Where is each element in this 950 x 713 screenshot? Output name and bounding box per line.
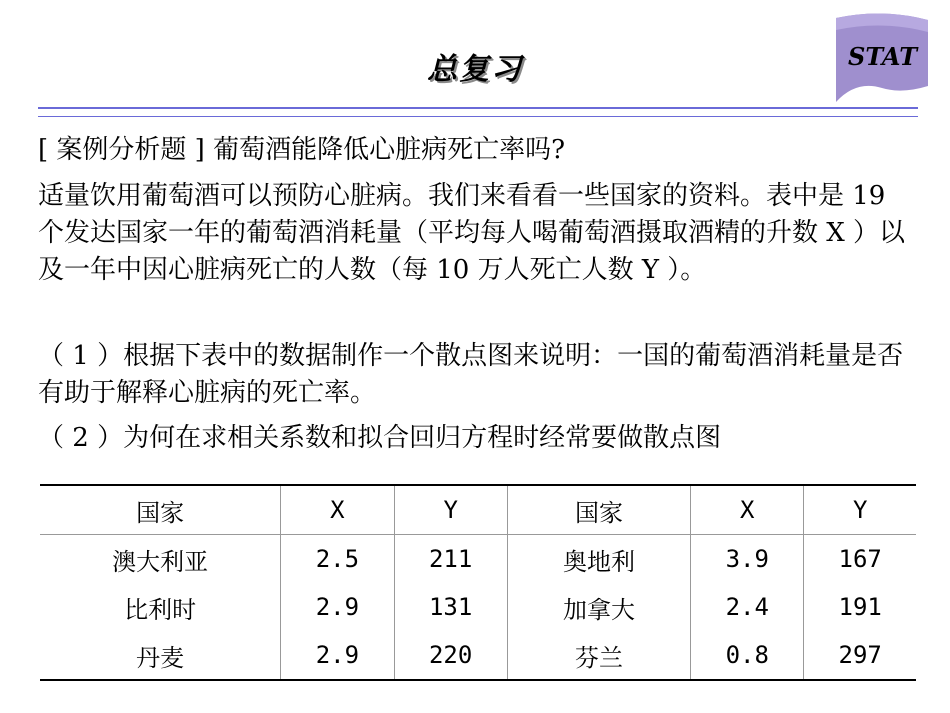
case-description: 适量饮用葡萄酒可以预防心脏病。我们来看看一些国家的资料。表中是 19 个发达国家一年的葡萄酒消耗量（平均每人喝葡萄酒摄取酒精的升数 X ）以及一年中因心脏病死亡的人数（每 10 万人死亡人数 Y ）。 bbox=[38, 181, 906, 285]
table-cell: 奥地利 bbox=[507, 535, 690, 584]
table-cell: 297 bbox=[804, 631, 916, 680]
table-cell: 丹麦 bbox=[40, 631, 281, 680]
page-title: 总复习 bbox=[427, 52, 523, 87]
table-row bbox=[40, 583, 916, 631]
table-cell: 澳大利亚 bbox=[40, 535, 281, 584]
table-cell: 3.9 bbox=[691, 535, 804, 584]
column-header-y: Y bbox=[394, 485, 507, 535]
header-rule-top bbox=[38, 107, 918, 109]
case-question: [ 案例分析题 ] 葡萄酒能降低心脏病死亡率吗? bbox=[38, 135, 566, 165]
column-header-country-2: 国家 bbox=[507, 485, 690, 535]
table-header-row bbox=[40, 485, 916, 535]
table-cell: 2.4 bbox=[691, 583, 804, 631]
table-row bbox=[40, 631, 916, 680]
wine-data-table bbox=[40, 484, 916, 681]
column-header-x-2: X bbox=[691, 485, 804, 535]
table-cell: 2.9 bbox=[281, 583, 394, 631]
table-cell: 0.8 bbox=[691, 631, 804, 680]
stat-badge: STAT bbox=[848, 42, 918, 71]
table-row bbox=[40, 535, 916, 584]
table-cell: 211 bbox=[394, 535, 507, 584]
task-2: （ 2 ）为何在求相关系数和拟合回归方程时经常要做散点图 bbox=[38, 423, 722, 453]
task-1: （ 1 ）根据下表中的数据制作一个散点图来说明：一国的葡萄酒消耗量是否有助于解释心脏病的死亡率。 bbox=[38, 341, 904, 408]
header-rule-bottom bbox=[38, 116, 918, 117]
table-cell: 加拿大 bbox=[507, 583, 690, 631]
column-header-x: X bbox=[281, 485, 394, 535]
table-cell: 131 bbox=[394, 583, 507, 631]
column-header-y-2: Y bbox=[804, 485, 916, 535]
table-cell: 167 bbox=[838, 545, 882, 573]
table-cell: 2.9 bbox=[281, 631, 394, 680]
table-cell: 2.5 bbox=[281, 535, 394, 584]
table-cell: 芬兰 bbox=[507, 631, 690, 680]
column-header-country: 国家 bbox=[40, 485, 281, 535]
table-cell: 191 bbox=[838, 593, 882, 621]
table-cell: 220 bbox=[394, 631, 507, 680]
table-cell: 比利时 bbox=[40, 583, 281, 631]
